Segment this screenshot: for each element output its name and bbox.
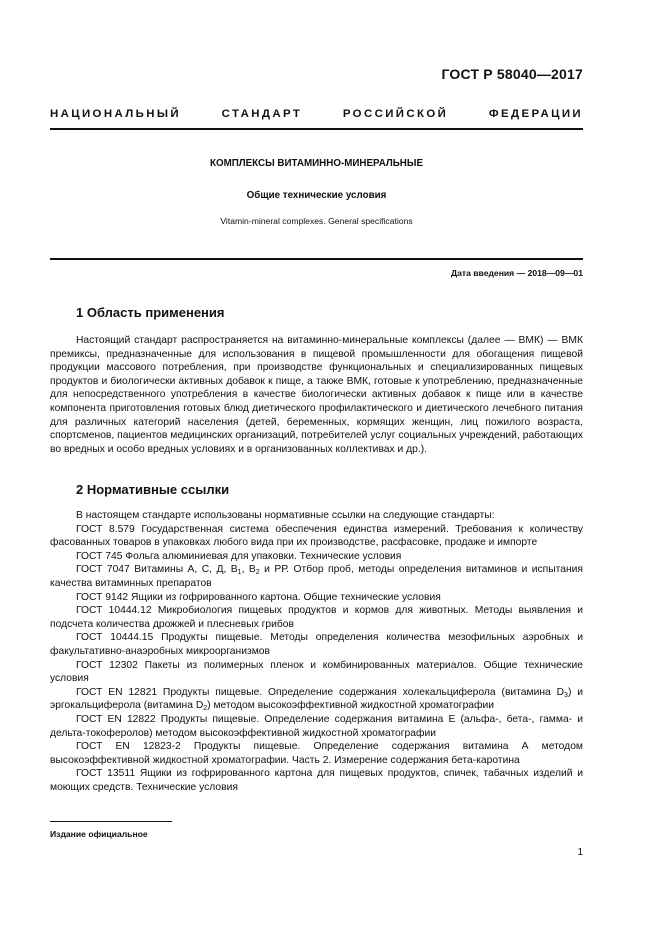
header-divider xyxy=(50,128,583,130)
reference-gost-8-579: ГОСТ 8.579 Государственная система обеспечения единства измерений. Требования к количеству фасованных товаров в упаковках любого вида при их производстве, расфасовке, продаже и импорте xyxy=(50,523,583,549)
section-1-heading: 1 Область применения xyxy=(76,305,225,320)
official-edition-label: Издание официальное xyxy=(50,829,148,839)
section-2-body xyxy=(50,509,583,794)
reference-gost-7047: ГОСТ 7047 Витамины А, С, Д, $В_1$, $В_2$ и РР. Отбор проб, методы определения витаминов и испытания качества витаминных препаратов xyxy=(50,564,584,589)
reference-gost-9142: ГОСТ 9142 Ящики из гофрированного картона. Общие технические условия xyxy=(76,591,441,603)
section-2-heading: 2 Нормативные ссылки xyxy=(76,482,230,497)
title-divider xyxy=(50,258,583,260)
footer-divider xyxy=(50,821,172,822)
reference-gost-en-12823-2: ГОСТ EN 12823-2 Продукты пищевые. Определение содержания витамина А методом высокоэффективной жидкостной хроматографии. Часть 2. Измерение содержания бета-каротина xyxy=(50,741,583,766)
section-1-paragraph: Настоящий стандарт распространяется на витаминно-минеральные комплексы (далее — ВМК) — ВМК премиксы, предназначенные для использования в пищевой промышленности для обогащения пищевой продукции массового потребления, при производстве функциональных и специализированных пищевых продуктов и биологически активных добавок к пище, а также ВМК, готовые к употреблению, предназначенные для непосредственного употребления в качестве биологически активных добавок к пище или в качестве компонента приготовления готовых блюд диетического профилактического и диетического лечебного питания для различных категорий населения (детей, беременных, кормящих женщин, лиц пожилого возраста, спортсменов, пациентов медицинских организаций, потребителей услуг социальных учреждений, работающих во вредных и особо вредных условиях и в организованных коллективах и др.). xyxy=(50,335,583,455)
document-number: ГОСТ Р 58040—2017 xyxy=(441,66,583,82)
document-subtitle: Общие технические условия xyxy=(246,190,387,201)
section-2-intro: В настоящем стандарте использованы нормативные ссылки на следующие стандарты: xyxy=(76,510,495,521)
page-number: 1 xyxy=(577,847,583,858)
reference-gost-10444-12: ГОСТ 10444.12 Микробиология пищевых продуктов и кормов для животных. Методы выявления и подсчета количества дрожжей и плесневых грибов xyxy=(50,605,583,630)
document-english-title: Vitamin-mineral complexes. General specifications xyxy=(220,216,413,226)
reference-gost-12302: ГОСТ 12302 Пакеты из полимерных пленок и комбинированных материалов. Общие технические условия xyxy=(50,659,583,685)
national-standard-banner: НАЦИОНАЛЬНЫЙ СТАНДАРТ РОССИЙСКОЙ ФЕДЕРАЦИИ xyxy=(50,108,583,120)
document-title: КОМПЛЕКСЫ ВИТАМИННО-МИНЕРАЛЬНЫЕ xyxy=(209,158,424,169)
reference-gost-10444-15: ГОСТ 10444.15 Продукты пищевые. Методы определения количества мезофильных аэробных и факультативно-анаэробных микроорганизмов xyxy=(50,632,583,657)
reference-gost-745: ГОСТ 745 Фольга алюминиевая для упаковки. Технические условия xyxy=(76,550,402,562)
section-1-body xyxy=(50,334,583,456)
reference-gost-en-12821: ГОСТ EN 12821 Продукты пищевые. Определение содержания холекальциферола (витамина $D_3$) и эргокальциферола (витамина $D_2$) методом высокоэффективной жидкостной хроматографии xyxy=(50,686,583,713)
introduction-date: Дата введения — 2018—09—01 xyxy=(450,268,583,278)
reference-gost-en-12822: ГОСТ EN 12822 Продукты пищевые. Определение содержания витамина Е (альфа-, бета-, гамма- и дельта-токоферолов) методом высокоэффективной жидкостной хроматографии xyxy=(50,713,583,739)
reference-gost-13511: ГОСТ 13511 Ящики из гофрированного картона для пищевых продуктов, спичек, табачных изделий и моющих средств. Технические условия xyxy=(50,768,583,793)
